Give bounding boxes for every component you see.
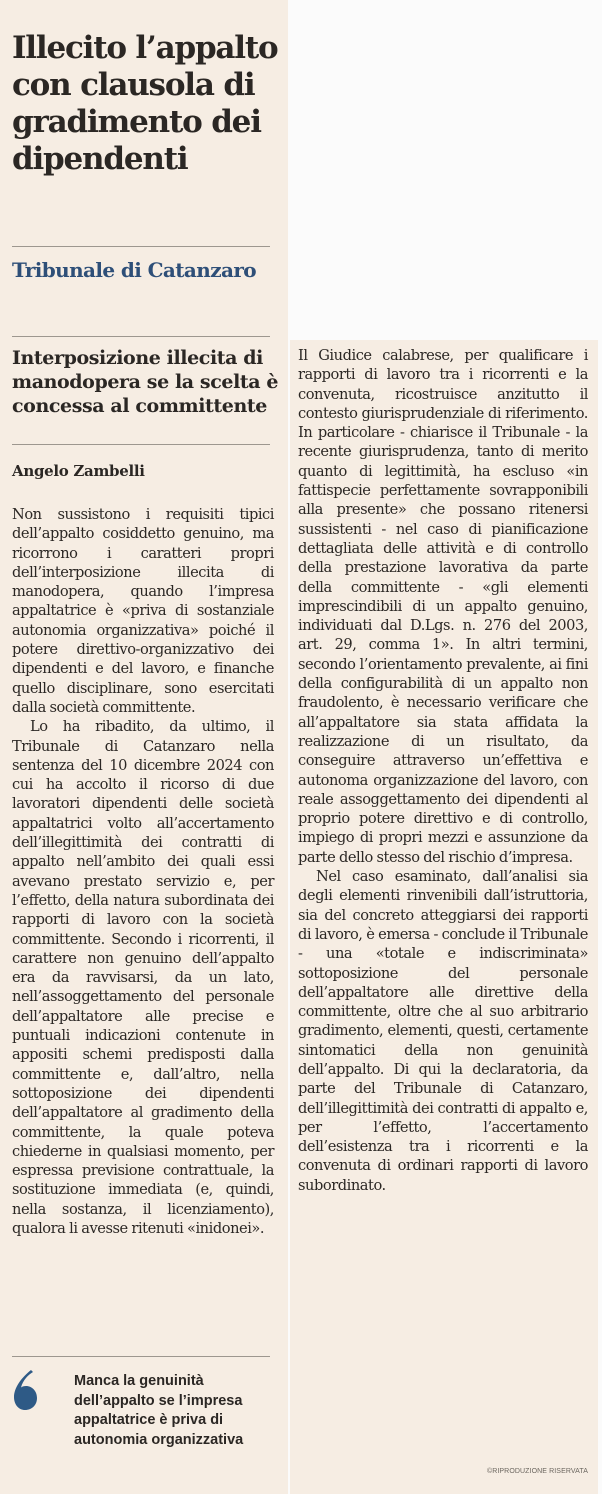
subheadline: Interposizione illecita di manodopera se la scelta è concessa al committente bbox=[12, 347, 279, 417]
article-body-right bbox=[298, 346, 588, 1195]
author-byline: Angelo Zambelli bbox=[12, 462, 145, 480]
article-body-left bbox=[12, 505, 274, 1238]
headline: Illecito l’appalto con clausola di gradimento dei dipendenti bbox=[12, 30, 278, 177]
divider bbox=[12, 336, 270, 337]
quote-mark-icon bbox=[11, 1368, 39, 1412]
paragraph: Nel caso esaminato, dall’analisi sia degli elementi rinvenibili dall’istruttoria, sia del concreto atteggiarsi dei rapporti di lavoro, è emersa - conclude il Tribunale - una «totale e indiscriminata» sottoposizione del personale dell’appaltatore alle direttive della committente, oltre che al suo arbitrario gradimento, elementi, questi, certamente sintomatici della non genuinità dell’appalto. Di qui la declaratoria, da parte del Tribunale di Catanzaro, dell’illegittimità dei contratti di appalto e, per l’effetto, l’accertamento dell’esistenza tra i ricorrenti e la convenuta di ordinari rapporti di lavoro subordinato. bbox=[298, 868, 588, 1194]
paragraph: Non sussistono i requisiti tipici dell’appalto cosiddetto genuino, ma ricorrono i caratteri propri dell’interposizione illecita di manodopera, quando l’impresa appaltatrice è «priva di sostanziale autonomia organizzativa» poiché il potere direttivo-organizzativo dei dipendenti e del lavoro, e finanche quello disciplinare, sono esercitati dalla società committente. bbox=[12, 506, 274, 716]
divider bbox=[12, 1356, 270, 1357]
divider bbox=[12, 246, 270, 247]
pull-quote: Manca la genuinità dell’appalto se l’impresa appaltatrice è priva di autonomia organizzativa bbox=[74, 1373, 244, 1448]
court-name: Tribunale di Catanzaro bbox=[12, 258, 257, 282]
paragraph: Lo ha ribadito, da ultimo, il Tribunale di Catanzaro nella sentenza del 10 dicembre 2024 con cui ha accolto il ricorso di due lavoratori dipendenti delle società appaltatrici volto all’accertamento dell’illegittimità dei contratti di appalto nell’ambito dei quali essi avevano prestato servizio e, per l’effetto, della natura subordinata dei rapporti di lavoro con la società committente. Secondo i ricorrenti, il carattere non genuino dell’appalto era da ravvisarsi, da un lato, nell’assoggettamento del personale dell’appaltatore alle precise e puntuali indicazioni contenute in appositi schemi predisposti dalla committente e, dall’altro, nella sottoposizione dei dipendenti dell’appaltatore al gradimento della committente, la quale poteva chiederne in qualsiasi momento, per espressa previsione contrattuale, la sostituzione immediata (e, quindi, nella sostanza, il licenziamento), qualora li avesse ritenuti «inidonei». bbox=[12, 718, 274, 1237]
paragraph: Il Giudice calabrese, per qualificare i rapporti di lavoro tra i ricorrenti e la convenuta, ricostruisce anzitutto il contesto giurisprudenziale di riferimento. In particolare - chiarisce il Tribunale - la recente giurisprudenza, tanto di merito quanto di legittimità, ha escluso «in fattispecie perfettamente sovrapponibili alla presente» che possano ritenersi sussistenti - nel caso di pianificazione dettagliata delle attività e di controllo della prestazione lavorativa da parte della committente - «gli elementi imprescindibili di un appalto genuino, individuati dal D.Lgs. n. 276 del 2003, art. 29, comma 1». In altri termini, secondo l’orientamento prevalente, ai fini della configurabilità di un appalto non fraudolento, è necessario verificare che all’appaltatore sia stata affidata la realizzazione di un risultato, da conseguire attraverso un’effettiva e autonoma organizzazione del lavoro, con reale assoggettamento dei dipendenti al proprio potere direttivo e di controllo, impiego di propri mezzi e assunzione da parte dello stesso del rischio d’impresa. bbox=[298, 347, 588, 866]
copyright-note: ©RIPRODUZIONE RISERVATA bbox=[486, 1468, 588, 1475]
divider bbox=[12, 444, 270, 445]
